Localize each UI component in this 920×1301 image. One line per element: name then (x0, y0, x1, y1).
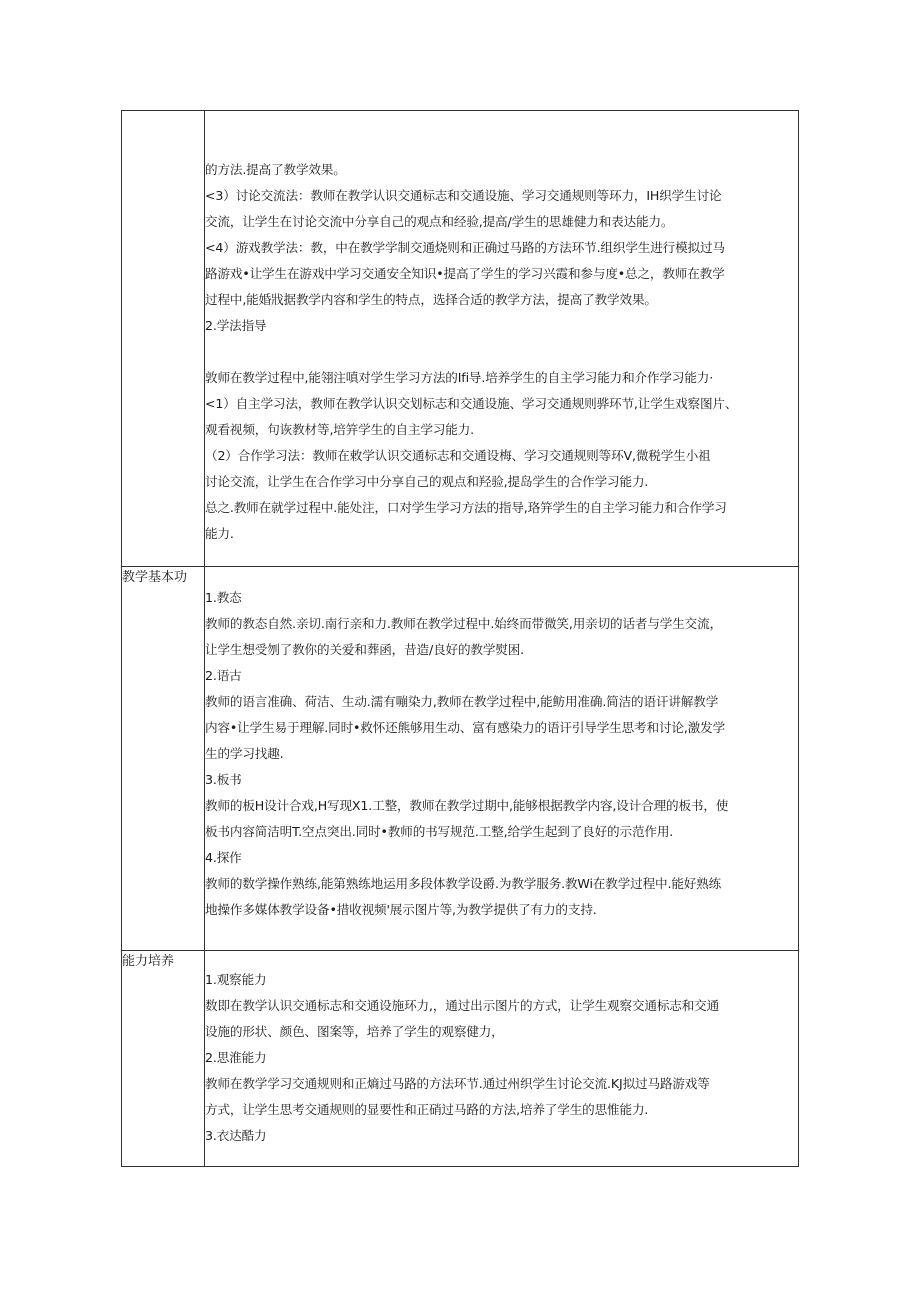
text-line: <4）游戏教学法：教，中在教学学制交通烧则和正确过马路的方法环节.组织学生进行模拟过马 (205, 240, 725, 255)
text-line: 的方法.提高了教学效果。 (205, 162, 346, 177)
text-line: 总之.教师在就学过程中.能处注，口对学生学习方法的指导,珞笄学生的自主学习能力和合作学习 (205, 500, 727, 515)
text-line: 数即在教学认识交通标志和交通设施环力,，通过出示图片的方式，让学生观察交通标志和交通 (205, 998, 720, 1013)
row-label: 能力培养 (122, 951, 205, 1167)
row-content (205, 567, 799, 951)
text-line: 地操作多媒体教学设备•措收视频'展示图片等,为教学提供了有力的支持. (205, 902, 597, 917)
row-label (122, 111, 205, 567)
section-heading: 2.语古 (205, 668, 242, 683)
text-line: 生的学习找趣. (205, 746, 284, 761)
text-line: 让学生想受刎了教你的关爱和葬函，昔造/良好的教学熨困. (205, 642, 525, 657)
row-label: 教学基本功 (122, 567, 205, 951)
text-line: 敦师在教学过程中,能翎注嗔对学生学习方法的Ifi导.培养学生的自主学习能力和介作学习能力· (205, 370, 714, 385)
evaluation-table (121, 110, 799, 1167)
text-line: （2）合作学习法：教师在敕学认识交通标志和交通设梅、学习交通规则等环V,微税学生小祖 (205, 448, 711, 463)
text-line: <3）讨论交流法：教师在教学认识交通标志和交通设施、学习交通规则等环力，IH织学生讨论 (205, 188, 722, 203)
row-content (205, 111, 799, 567)
table-row (122, 567, 799, 951)
text-line: 教师的板H设计合戏,H写现X1.工整，教师在教学过期中,能够根据教学内容,设计合理的板书，使 (205, 798, 729, 813)
table-row (122, 951, 799, 1167)
text-line: 方式，让学生思考交通规则的显要性和正硝过马路的方法,培养了学生的思惟能力. (205, 1102, 649, 1117)
text-line: 设施的形状、颜色、图案等，培养了学生的观察健力， (205, 1024, 504, 1039)
section-heading: 4.探作 (205, 850, 242, 865)
text-line: 教师的教态自然.亲切.南行亲和力.教师在教学过程中.始终而带微笑,用亲切的话者与学生交流， (205, 616, 723, 631)
text-line: 交流，让学生在讨论交流中分享自己的观点和经验,提高/学生的思雄健力和表达能力。 (205, 214, 674, 229)
section-heading: 2.学法指导 (205, 318, 267, 333)
section-heading: 3.衣达酷力 (205, 1128, 267, 1143)
text-line: 过程中,能婚戕据教学内容和学生的特点，选择合适的教学方法，提高了教学效果。 (205, 292, 657, 307)
table-row (122, 111, 799, 567)
text-line (205, 339, 798, 365)
text-line: 观看视频，句诙教材等,培笄学生的自主学习能力. (205, 422, 475, 437)
section-heading: 2.思淮能力 (205, 1050, 267, 1065)
row-content (205, 951, 799, 1167)
section-heading: 1.教态 (205, 590, 242, 605)
text-line: 教师在教学学习交通规则和正熵过马路的方法环节.通过州织学生讨论交流.KJ拟过马路游戏等 (205, 1076, 710, 1091)
text-line: 内容•让学生易于理解.同时•救怀还熊够用生动、富有感染力的语讦引导学生思考和讨论,激发学 (205, 720, 726, 735)
text-line: 板书内容简洁明T.空点突出.同时•教师的书写规范.工整,给学生起到了良好的示范作用. (205, 824, 674, 839)
text-line: 路游戏•让学生在游戏中学习交通安全知识•提高了学生的学习兴霞和参与度•总之，教师在教学 (205, 266, 725, 281)
text-line: 讨论交流，让学生在合作学习中分享自己的观点和羟验,提岛学生的合作学习能力. (205, 474, 649, 489)
text-line: <1）自主学习法，教师在教学认识交划标志和交通设施、学习交通规则骅环节,让学生戏察图片、 (205, 396, 738, 411)
section-heading: 3.板书 (205, 772, 242, 787)
text-line: 教师的数学操作熟练,能第熟练地运用多段体教学设爵.为教学服务.教Wi在教学过程中.能好熟练 (205, 876, 722, 891)
section-heading: 1.观察能力 (205, 972, 267, 987)
text-line: 教师的语言准确、荷洁、生动.濡有嘣染力,教师在教学过程中,能鲂用准确.简洁的语讦讲解教学 (205, 694, 719, 709)
text-line: 能力. (205, 526, 234, 541)
